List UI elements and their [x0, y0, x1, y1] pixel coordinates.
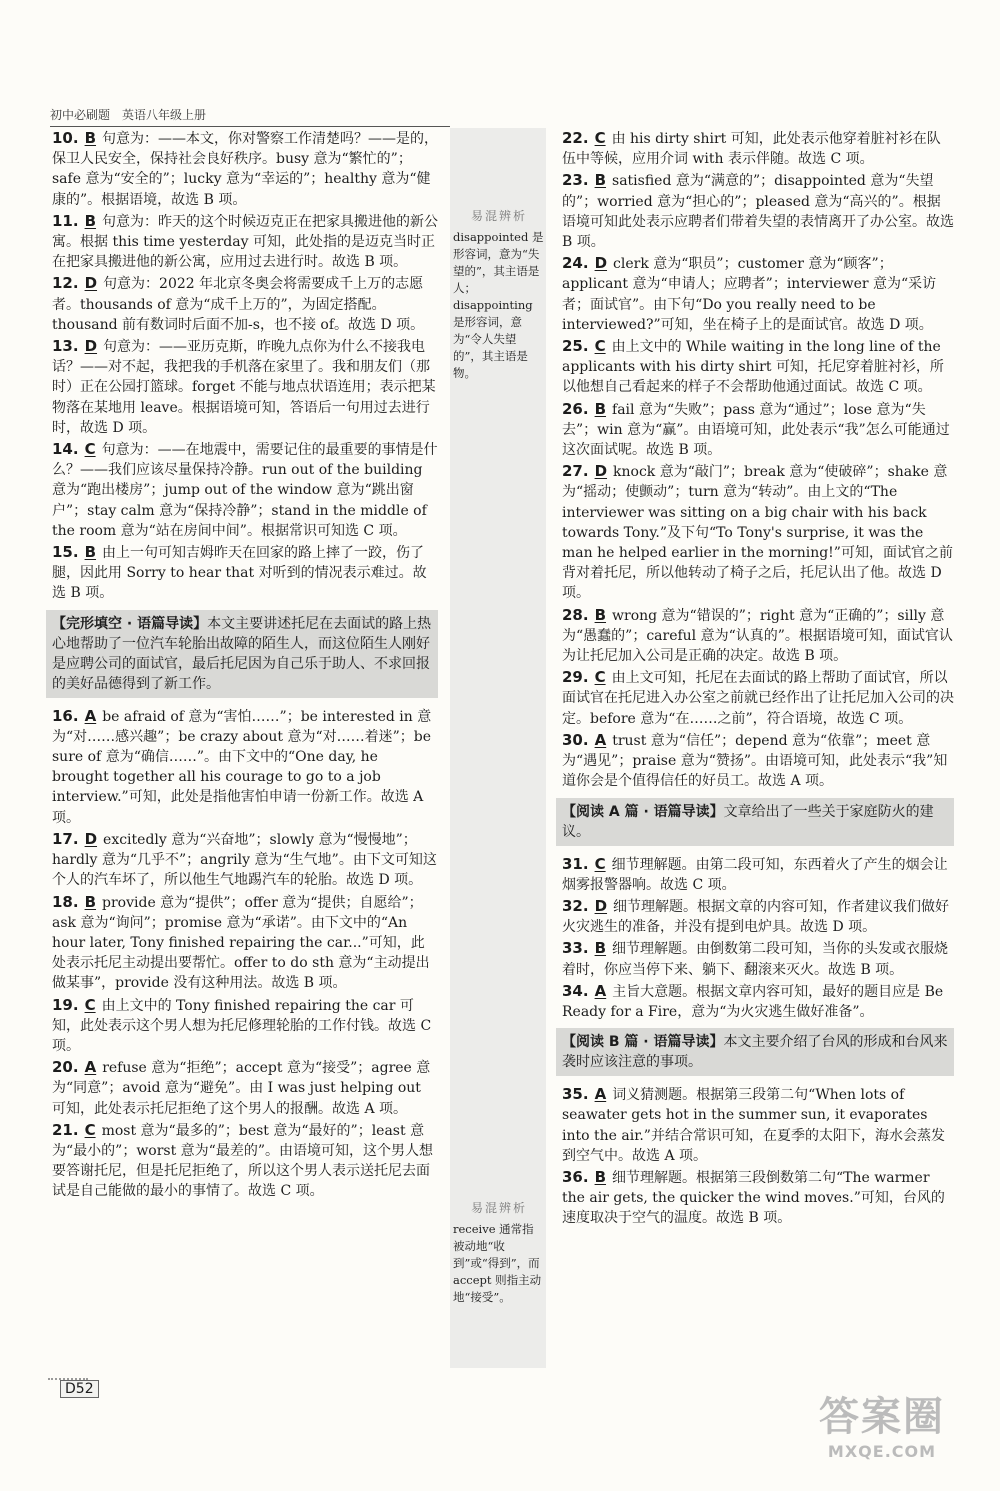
explanation-text: most 意为“最多的”；best 意为“最好的”；least 意为“最小的”；worst 意为“最差的”。由语境可知，这个男人想要答谢托尼，但是托尼拒绝了，所以这个男人表示送托尼去面试是自己能做的最小的事情了。故选 C 项。	[52, 1122, 433, 1200]
answer-letter: D	[84, 274, 98, 293]
explanation-text: 由上文可知，托尼在去面试的路上帮助了面试官，所以面试官在托尼进入办公室之前就已经作出了让托尼加入公司的决定。before 意为“在……之前”，符合语境，故选 C 项。	[562, 670, 954, 727]
answer-letter: D	[84, 337, 98, 356]
answer-letter: A	[594, 981, 607, 1000]
question-number: 22.	[562, 129, 589, 147]
answer-item	[562, 399, 954, 461]
answer-item	[562, 336, 954, 398]
answer-letter: D	[594, 896, 608, 915]
question-number: 21.	[52, 1120, 79, 1139]
answer-letter: A	[84, 706, 97, 725]
margin-note-1	[453, 208, 545, 382]
guide-text: 文章给出了一些关于家庭防火的建议。	[562, 803, 934, 840]
question-number: 13.	[52, 337, 79, 356]
answer-letter: C	[84, 995, 96, 1014]
answer-item	[562, 253, 954, 335]
question-number: 16.	[52, 706, 79, 725]
explanation-text: knock 意为“敲门”；break 意为“使破碎”；shake 意为“摇动；使颤动”；turn 意为“转动”。由上文的“The interviewer was sitting on a big chair with his back towards Tony.”及下句“To Tony's surprise, it was the man he helped earlier in the morning!”可知，面试官之前背对着托尼，所以他转动了椅子之后，托尼认出了他。故选 D 项。	[562, 464, 953, 602]
question-number: 12.	[52, 274, 79, 293]
answer-letter: D	[594, 462, 608, 481]
answer-letter: C	[594, 129, 606, 147]
question-number: 25.	[562, 337, 589, 356]
explanation-text: fail 意为“失败”；pass 意为“通过”；lose 意为“失去”；win 意为“赢”。由语境可知，此处表示“我”怎么可能通过这次面试呢。故选 B 项。	[562, 401, 950, 459]
question-number: 26.	[562, 399, 589, 418]
question-number: 17.	[52, 829, 79, 848]
answer-item	[562, 896, 954, 937]
answer-item	[52, 211, 438, 273]
explanation-text: 由上文中的 While waiting in the long line of the applicants with his dirty shirt 可知，托尼穿着脏衬衫，所以他想自己看起来的样子不会帮助他通过面试。故选 C 项。	[562, 339, 944, 396]
answer-item	[562, 854, 954, 895]
question-number: 33.	[562, 939, 589, 958]
guide-text: 本文主要讲述托尼在去面试的路上热心地帮助了一位汽车轮胎出故障的陌生人，而这位陌生人刚好是应聘公司的面试官，最后托尼因为自己乐于助人、不求回报的美好品德得到了新工作。	[52, 615, 432, 692]
answer-item	[52, 706, 438, 828]
margin-note-text: disappointed 是形容词，意为“失望的”，其主语是人；disappointing 是形容词，意为“令人失望的”，其主语是物。	[453, 230, 544, 380]
explanation-text: 细节理解题。由第二段可知，东西着火了产生的烟会让烟雾报警器响。故选 C 项。	[562, 856, 948, 893]
margin-note-title: 易混辨析	[470, 209, 527, 223]
left-column	[52, 128, 438, 1203]
explanation-text: satisfied 意为“满意的”；disappointed 意为“失望的”；worried 意为“担心的”；pleased 意为“高兴的”。根据语境可知此处表示应聘者们带着失望的表情离开了办公室。故选 B 项。	[562, 173, 954, 251]
answer-letter: C	[594, 337, 606, 356]
question-number: 11.	[52, 211, 79, 230]
question-number: 28.	[562, 605, 589, 624]
answer-item	[52, 995, 438, 1057]
answer-item	[562, 1084, 954, 1166]
question-number: 23.	[562, 171, 589, 190]
watermark-text: 答案圈	[819, 1394, 945, 1440]
question-number: 14.	[52, 440, 79, 459]
explanation-text: 句意为：2022 年北京冬奥会将需要成千上万的志愿者。thousands of 意为“成千上万的”，为固定搭配。thousand 前有数词时后面不加-s，也不接 of。故选 D 项。	[52, 276, 425, 333]
answer-letter: C	[594, 854, 606, 873]
answer-letter: B	[84, 892, 97, 911]
explanation-text: 词义猜测题。根据第三段第二句“When lots of seawater gets hot in the summer sun, it evaporates into the air.”并结合常识可知，在夏季的太阳下，海水会蒸发到空气中。故选 A 项。	[562, 1087, 945, 1164]
answer-letter: B	[84, 211, 97, 230]
answer-letter: A	[84, 1058, 97, 1077]
answer-letter: B	[594, 939, 607, 958]
margin-note-title: 易混辨析	[470, 1201, 527, 1215]
answer-item	[52, 273, 438, 335]
explanation-text: 主旨大意题。根据文章内容可知，最好的题目应是 Be Ready for a Fire，意为“为火灾逃生做好准备”。	[562, 983, 944, 1020]
answer-item	[562, 730, 954, 792]
answer-item	[52, 128, 438, 210]
question-number: 31.	[562, 854, 589, 873]
question-number: 27.	[562, 462, 589, 481]
guide-label: 【阅读 B 篇 · 语篇导读】	[562, 1034, 724, 1051]
answer-item	[562, 667, 954, 729]
answer-item	[52, 439, 438, 541]
explanation-text: 由上文中的 Tony finished repairing the car 可知，此处表示这个男人想为托尼修理轮胎的工作付钱。故选 C 项。	[52, 997, 432, 1054]
reading-b-guide	[556, 1028, 954, 1076]
answer-item	[562, 605, 954, 667]
explanation-text: 细节理解题。由倒数第二段可知，当你的头发或衣服烧着时，你应当停下来、躺下、翻滚来灭火。故选 B 项。	[562, 941, 949, 978]
right-column	[562, 128, 954, 1230]
answer-letter: B	[84, 543, 97, 562]
guide-text: 本文主要介绍了台风的形成和台风来袭时应该注意的事项。	[562, 1034, 948, 1071]
answer-item	[562, 170, 954, 252]
margin-note-2	[453, 1200, 545, 1306]
answer-item	[52, 542, 438, 604]
explanation-text: excitedly 意为“兴奋地”；slowly 意为“慢慢地”；hardly 意为“几乎不”；angrily 意为“生气地”。由下文可知这个人的汽车坏了，所以他生气地踢汽车的轮胎。故选 D 项。	[52, 831, 437, 889]
explanation-text: 句意为：——亚历克斯，昨晚九点你为什么不接我电话？——对不起，我把我的手机落在家里了。我和朋友们（那时）正在公园打篮球。forget 不能与地点状语连用；表示把某物落在某地用 leave。根据语境可知，答语后一句用过去进行时，故选 D 项。	[52, 339, 436, 436]
answer-letter: B	[594, 605, 607, 624]
question-number: 20.	[52, 1058, 79, 1077]
cloze-guide	[46, 610, 438, 698]
answer-letter: A	[594, 1085, 607, 1104]
question-number: 35.	[562, 1085, 589, 1104]
answer-letter: B	[594, 171, 607, 190]
question-number: 32.	[562, 896, 589, 915]
answer-letter: C	[84, 440, 96, 459]
explanation-text: 细节理解题。根据文章的内容可知，作者建议我们做好火灾逃生的准备，并没有提到电炉具。故选 D 项。	[562, 898, 950, 936]
explanation-text: 句意为：——本文，你对警察工作清楚吗？——是的，保卫人民安全，保持社会良好秩序。busy 意为“繁忙的”；safe 意为“安全的”；lucky 意为“幸运的”；healthy 意为“健康的”。根据语境，故选 B 项。	[52, 131, 439, 208]
answer-letter: B	[84, 129, 97, 147]
answer-letter: D	[84, 829, 98, 848]
answer-item	[562, 938, 954, 979]
answer-item	[52, 1120, 438, 1202]
question-number: 24.	[562, 254, 589, 273]
explanation-text: trust 意为“信任”；depend 意为“依靠”；meet 意为“遇见”；praise 意为“赞扬”。由语境可知，此处表示“我”知道你会是个值得信任的好员工。故选 A 项。	[562, 732, 948, 790]
answer-letter: D	[594, 254, 608, 273]
question-number: 30.	[562, 730, 589, 749]
answer-item	[562, 461, 954, 603]
watermark-logo	[782, 1385, 982, 1461]
answer-letter: A	[594, 730, 607, 749]
explanation-text: 句意为：——在地震中，需要记住的最重要的事情是什么？——我们应该尽量保持冷静。run out of the building 意为“跑出楼房”；jump out of the window 意为“跳出窗户”；stay calm 意为“保持冷静”；stand in the middle of the room 意为“站在房间中间”。根据常识可知选 C 项。	[52, 442, 438, 539]
answer-item	[562, 1167, 954, 1229]
answer-item	[562, 981, 954, 1022]
answer-item	[52, 829, 438, 891]
question-number: 15.	[52, 543, 79, 562]
question-number: 18.	[52, 892, 79, 911]
answer-item	[562, 128, 954, 169]
question-number: 36.	[562, 1167, 589, 1186]
question-number: 34.	[562, 981, 589, 1000]
explanation-text: refuse 意为“拒绝”；accept 意为“接受”；agree 意为“同意”；avoid 意为“避免”。由 I was just helping out 可知，此处表示托尼拒绝了这个男人的报酬。故选 A 项。	[52, 1060, 431, 1117]
page-number: D52	[60, 1380, 99, 1398]
explanation-text: 细节理解题。根据第三段倒数第二句“The warmer the air gets, the quicker the wind moves.”可知，台风的速度取决于空气的温度。故选 B 项。	[562, 1169, 945, 1227]
answer-item	[52, 892, 438, 994]
answer-letter: C	[594, 668, 606, 687]
question-number: 29.	[562, 668, 589, 687]
guide-label: 【完形填空 · 语篇导读】	[52, 615, 208, 632]
question-number: 19.	[52, 995, 79, 1014]
answer-item	[52, 1057, 438, 1119]
explanation-text: wrong 意为“错误的”；right 意为“正确的”；silly 意为“愚蠢的”；careful 意为“认真的”。根据语境可知，面试官认为让托尼加入公司是正确的决定。故选 B 项。	[562, 607, 953, 665]
answer-letter: C	[84, 1120, 96, 1139]
explanation-text: clerk 意为“职员”；customer 意为“顾客”；applicant 意为“申请人；应聘者”；interviewer 意为“采访者；面试官”。由下句“Do you really need to be interviewed?”可知，坐在椅子上的是面试官。故选 D 项。	[562, 256, 937, 333]
margin-note-text: receive 通常指被动地“收到”或“得到”，而 accept 则指主动地“接受”。	[453, 1222, 542, 1304]
answer-item	[52, 336, 438, 438]
answer-letter: B	[594, 1167, 607, 1186]
page-header: 初中必刷题 英语八年级上册	[50, 106, 450, 127]
answer-letter: B	[594, 399, 607, 418]
explanation-text: 由 his dirty shirt 可知，此处表示他穿着脏衬衫在队伍中等候，应用介词 with 表示伴随。故选 C 项。	[562, 131, 941, 168]
watermark-url: MXQE.COM	[827, 1442, 937, 1461]
question-number: 10.	[52, 129, 79, 147]
explanation-text: provide 意为“提供”；offer 意为“提供；自愿给”；ask 意为“询问”；promise 意为“承诺”。由下文中的“An hour later, Tony finished repairing the car...”可知，此处表示托尼主动提出要帮忙。offer to do sth 意为“主动提出做某事”，provide 没有这种用法。故选 B 项。	[52, 894, 430, 992]
reading-a-guide	[556, 798, 954, 846]
explanation-text: be afraid of 意为“害怕……”；be interested in 意为“对……感兴趣”；be crazy about 意为“对……着迷”；be sure of 意为“确信……”。由下文中的“One day, he brought together all his courage to go to a job interview.”可知，此处是指他害怕申请一份新工作。故选 A 项。	[52, 708, 432, 826]
explanation-text: 句意为：昨天的这个时候迈克正在把家具搬进他的新公寓。根据 this time yesterday 可知，此处指的是迈克当时正在把家具搬进他的新公寓，应用过去进行时。故选 B 项。	[52, 213, 439, 271]
guide-label: 【阅读 A 篇 · 语篇导读】	[562, 803, 724, 820]
explanation-text: 由上一句可知吉姆昨天在回家的路上摔了一跤，伤了腿，因此用 Sorry to hear that 对听到的情况表示难过。故选 B 项。	[52, 545, 427, 602]
